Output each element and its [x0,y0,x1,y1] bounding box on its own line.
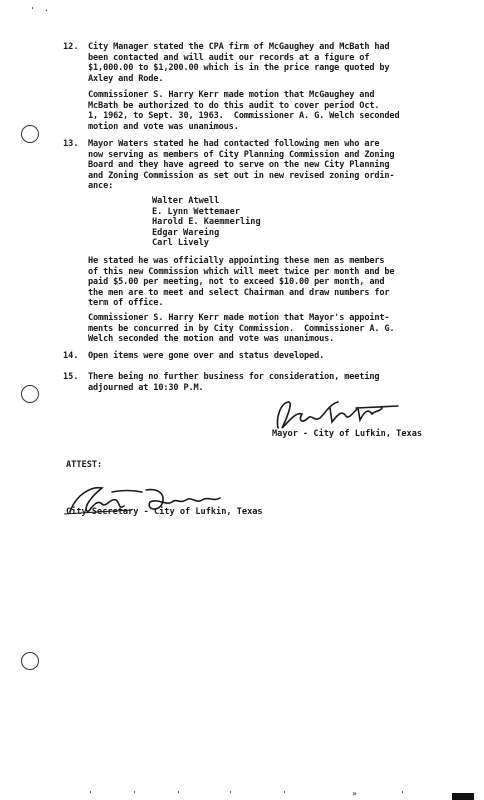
punch-hole-middle [21,385,39,403]
text-line: Board and they have agreed to serve on the new City Planning [88,160,390,171]
item-paragraph [88,351,448,362]
text-line: 1, 1962, to Sept. 30, 1963. Commissioner A. G. Welch seconded [88,111,400,122]
secretary-caption: City Secretary - City of Lufkin, Texas [66,507,263,517]
member-name: Harold E. Kaemmerling [152,217,261,228]
mayor-caption: Mayor - City of Lufkin, Texas [272,429,423,439]
item-number: 14. [63,351,79,361]
speck-mark: · [44,6,49,15]
scan-tick: ' [282,790,287,799]
item-paragraph [88,42,448,84]
member-name: Carl Lively [152,238,209,249]
text-line: the men are to meet and select Chairman and draw numbers for [88,287,390,298]
text-line: now serving as members of City Planning Commission and Zoning [88,149,395,160]
text-line: There being no further business for consideration, meeting [88,372,380,382]
item-paragraph [88,256,448,309]
punch-hole-bottom [21,652,39,670]
text-line: motion and vote was unanimous. [88,121,239,132]
item-paragraph [88,313,448,345]
scan-tick: » [352,789,357,798]
member-name: Edgar Wareing [152,227,220,238]
text-line: of this new Commission which will meet twice per month and be [88,266,395,277]
text-line: Welch seconded the motion and vote was unanimous. [88,334,335,345]
text-line: term of office. [88,298,164,309]
text-line: been contacted and will audit our records at a figure of [88,52,370,63]
member-name: E. Lynn Wettemaer [152,206,240,217]
scan-edge-mark [452,793,474,800]
text-line: adjourned at 10:30 P.M. [88,382,204,393]
text-line: Commissioner S. Harry Kerr made motion that Mayor's appoint- [88,313,390,323]
text-line: paid $5.00 per meeting, not to exceed $10.00 per month, and [88,277,385,288]
text-line: Commissioner S. Harry Kerr made motion that McGaughey and [88,90,375,100]
text-line: $1,000.00 to $1,200.00 which is in the price range quoted by [88,63,390,74]
item-paragraph [88,90,448,132]
commission-members-list [152,196,261,249]
text-line: Open items were gone over and status developed. [88,351,325,361]
text-line: Axley and Rode. [88,73,164,84]
punch-hole-top [21,125,39,143]
item-number: 15. [63,372,79,382]
item-number: 12. [63,42,79,52]
text-line: Mayor Waters stated he had contacted following men who are [88,139,380,149]
scan-tick: ' [132,790,137,799]
member-name: Walter Atwell [152,196,220,206]
text-line: McBath be authorized to do this audit to cover period Oct. [88,100,380,111]
scan-tick: ' [228,790,233,799]
item-number: 13. [63,139,79,149]
scan-tick: ' [176,790,181,799]
item-paragraph [88,372,448,393]
speck-mark: ' [30,6,35,15]
text-line: ance: [88,181,114,192]
item-paragraph [88,139,448,192]
scan-tick: ' [88,790,93,799]
text-line: City Manager stated the CPA firm of McGaughey and McBath had [88,42,390,52]
text-line: ments be concurred in by City Commission. Commissioner A. G. [88,323,395,334]
scan-tick: ' [400,790,405,799]
text-line: He stated he was officially appointing these men as members [88,256,385,266]
attest-label: ATTEST: [66,460,103,470]
text-line: and Zoning Commission as set out in new revised zoning ordin- [88,170,395,181]
